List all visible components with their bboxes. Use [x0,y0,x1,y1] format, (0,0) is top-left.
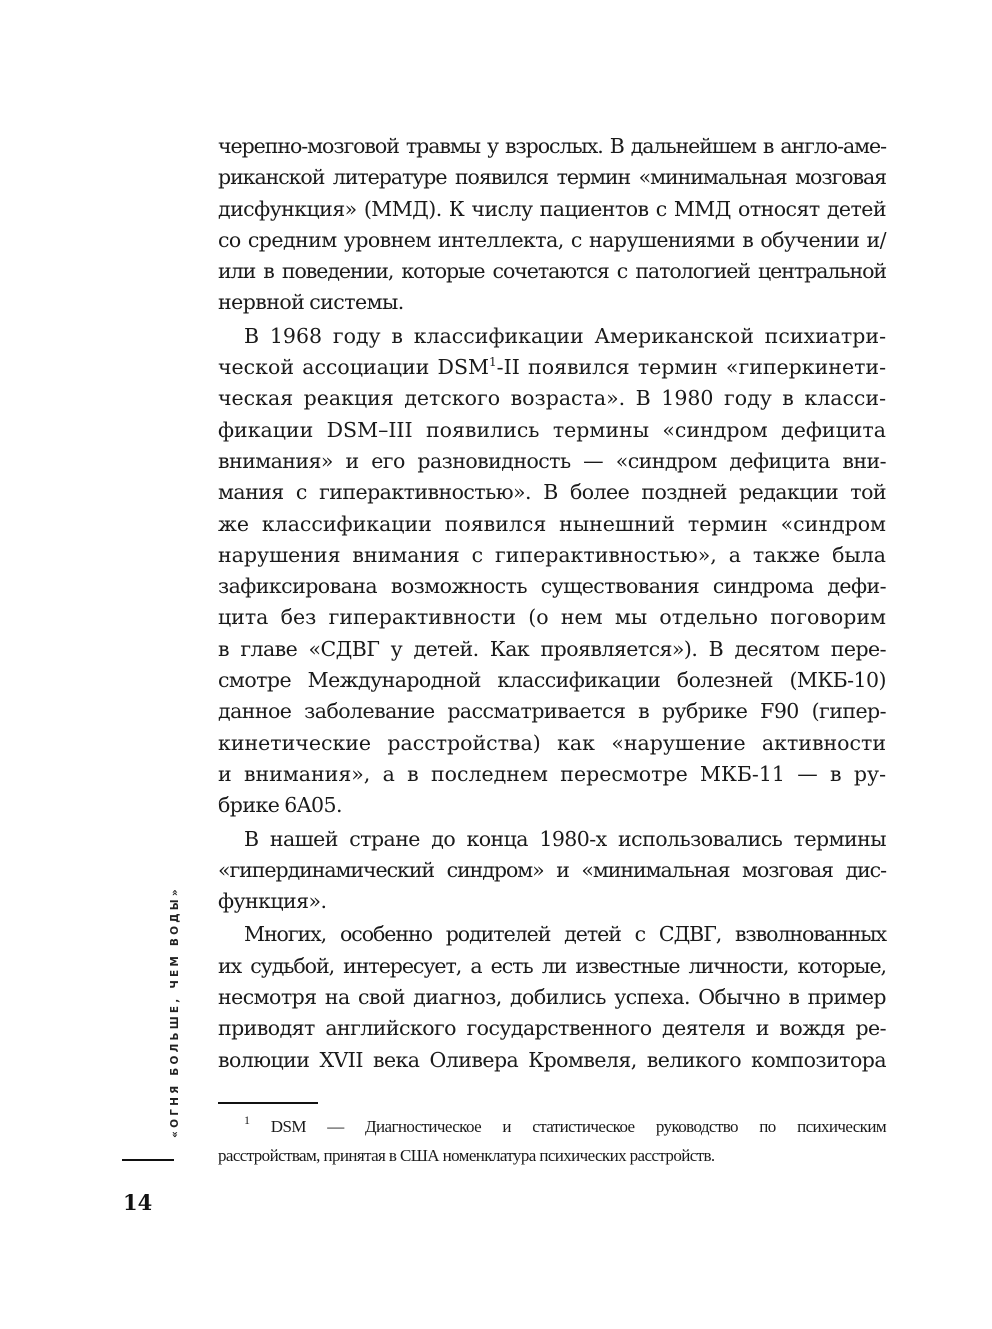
text-line: брике 6A05. [218,793,342,818]
footnote-divider [218,1102,318,1104]
text-line: фикации DSM–III появились термины «синдром дефицита [218,417,886,442]
text-line: зафиксирована возможность существования синдрома дефи- [218,574,886,599]
text-fragment: ческой ассоциации DSM [218,355,490,380]
text-line: нарушения внимания с гиперактивностью», а также была [218,542,886,567]
text-line: или в поведении, которые сочетаются с патологией центральной [218,259,886,284]
footnote-reference[interactable]: 1 [489,355,497,370]
text-line: со средним уровнем интеллекта, с нарушениями в обучении и/ [218,227,886,252]
text-line: риканской литературе появился термин «минимальная мозговая [218,165,886,190]
text-line: мания с гиперактивностью». В более поздней редакции той [218,480,886,505]
paragraph [218,131,886,319]
text-line: волюции XVII века Оливера Кромвеля, великого композитора [218,1047,886,1072]
paragraph [218,919,886,1075]
text-line: функция». [218,889,327,914]
footnote [218,1112,886,1170]
text-line: нервной системы. [218,290,404,315]
text-fragment: -II появился термин «гиперкинети- [496,355,887,380]
text-line: данное заболевание рассматривается в рубрике F90 (гипер- [218,699,886,724]
text-line: смотре Международной классификации болезней (МКБ-10) [218,668,886,693]
page-number: 14 [123,1190,153,1215]
text-line [218,352,886,383]
running-header-rule [122,1159,174,1161]
text-line: их судьбой, интересует, а есть ли известные личности, которые, [218,953,886,978]
text-line: несмотря на свой диагноз, добились успеха. Обычно в пример [218,985,886,1010]
running-header: «ОГНЯ БОЛЬШЕ, ЧЕМ ВОДЫ» [169,886,181,1138]
text-line: кинетические расстройства) как «нарушение активности [218,730,886,755]
text-line: дисфункция» (ММД). К числу пациентов с ММД относят детей [218,196,886,221]
footnote-line: расстройствам, принятая в США номенклатура психических расстройств. [218,1146,715,1165]
paragraph [218,824,886,918]
footnote-marker: 1 [244,1113,250,1127]
text-line: приводят английского государственного деятеля и вождя ре- [218,1016,886,1041]
text-line: Многих, особенно родителей детей с СДВГ, взволнованных [244,922,886,947]
text-line: и внимания», а в последнем пересмотре МКБ-11 — в ру- [218,761,886,786]
text-line: внимания» и его разновидность — «синдром дефицита вни- [218,448,886,473]
text-line: ческая реакция детского возраста». В 1980 году в класси- [218,386,886,411]
footnote-line [218,1112,886,1141]
paragraph [218,321,886,822]
text-line: цита без гиперактивности (о нем мы отдельно поговорим [218,605,886,630]
text-line: В 1968 году в классификации Американской психиатри- [244,323,886,348]
text-line: «гипердинамический синдром» и «минимальная мозговая дис- [218,857,886,882]
text-line: черепно-мозговой травмы у взрослых. В дальнейшем в англо-аме- [218,134,886,158]
text-line: же классификации появился нынешний термин «синдром [218,511,886,536]
text-line: в главе «СДВГ у детей. Как проявляется»). В десятом пере- [218,636,886,661]
text-line: В нашей стране до конца 1980-х использовались термины [244,826,886,851]
footnote-text: DSM — Диагностическое и статистическое руководство по психическим [270,1117,886,1136]
body-text [218,131,886,1076]
